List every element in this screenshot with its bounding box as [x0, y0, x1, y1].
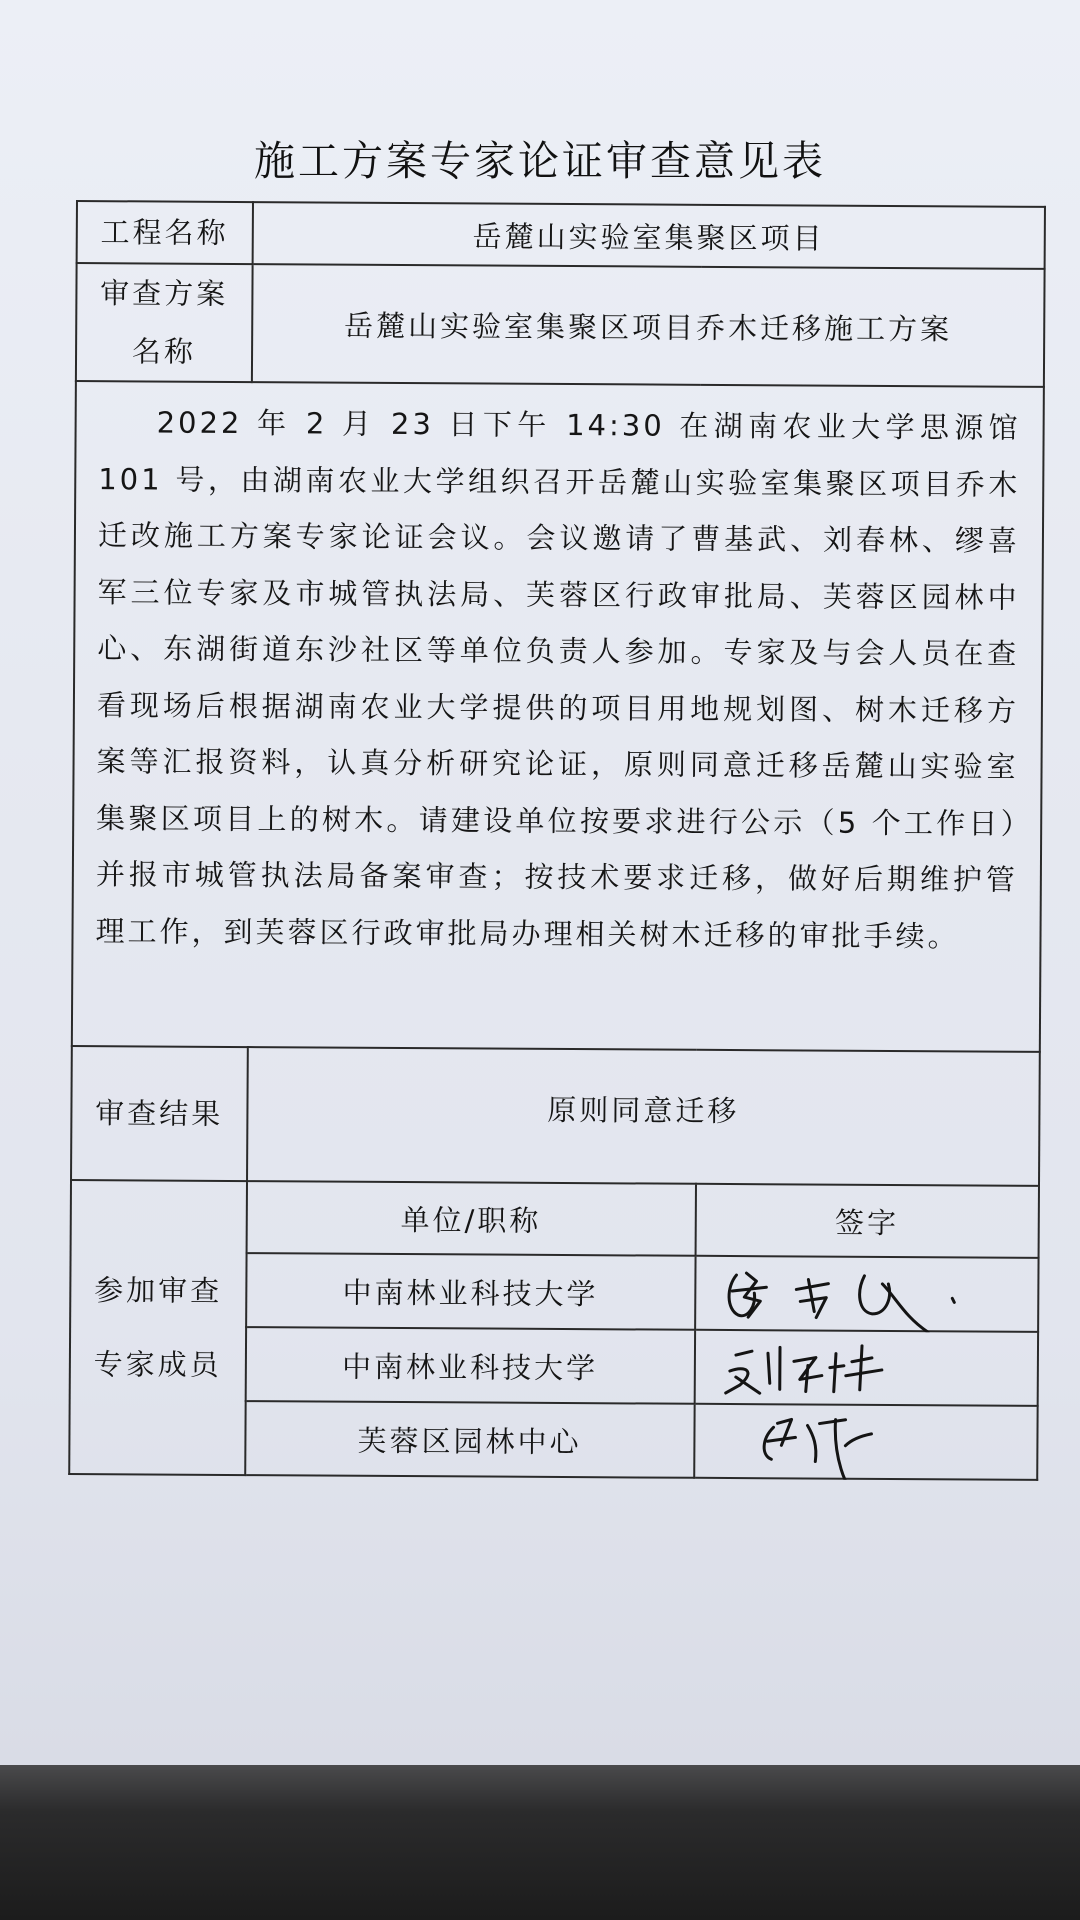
expert-signature-cell: [694, 1330, 1038, 1406]
scheme-label: [76, 263, 252, 382]
experts-header-row: [71, 1180, 1039, 1258]
handwritten-signature: [695, 1405, 1039, 1481]
expert-unit: 芙蓉区园林中心: [245, 1401, 694, 1478]
project-value: 岳麓山实验室集聚区项目: [252, 202, 1045, 269]
scheme-label-line2: 名称: [131, 334, 197, 369]
scheme-value: 岳麓山实验室集聚区项目乔木迁移施工方案: [252, 264, 1045, 387]
table-surface-shadow: [0, 1765, 1080, 1920]
handwritten-signature: [696, 1257, 1040, 1333]
experts-label-line1: 参加审查: [94, 1273, 223, 1308]
opinion-row: [72, 381, 1044, 1052]
expert-unit: 中南林业科技大学: [245, 1327, 694, 1404]
expert-signature-cell: [695, 1256, 1039, 1332]
result-label: 审查结果: [71, 1046, 247, 1181]
experts-label-line2: 专家成员: [93, 1347, 222, 1382]
handwritten-signature: [695, 1331, 1039, 1407]
result-value: 原则同意迁移: [247, 1047, 1040, 1186]
review-form-table: [68, 200, 1046, 1481]
column-header-signature: 签字: [695, 1184, 1039, 1258]
column-header-unit: 单位/职称: [246, 1181, 695, 1256]
project-row: [77, 201, 1045, 269]
experts-label: [69, 1180, 246, 1475]
scheme-row: [76, 263, 1045, 387]
opinion-text: 2022 年 2 月 23 日下午 14:30 在湖南农业大学思源馆 101 号，由湖南农业大学组织召开岳麓山实验室集聚区项目乔木迁改施工方案专家论证会议。会议邀请了曹基武、刘春林、缪喜军三位专家及市城管执法局、芙蓉区行政审批局、芙蓉区园林中心、东湖街道东沙社区等单位负责人参加。专家及与会人员在查看现场后根据湖南农业大学提供的项目用地规划图、树木迁移方案等汇报资料，认真分析研究论证，原则同意迁移岳麓山实验室集聚区项目上的树木。请建设单位按要求进行公示（5 个工作日）并报市城管执法局备案审查；按技术要求迁移，做好后期维护管理工作，到芙蓉区行政审批局办理相关树木迁移的审批手续。: [72, 381, 1044, 1052]
document-title: 施工方案专家论证审查意见表: [254, 137, 826, 185]
expert-unit: 中南林业科技大学: [246, 1253, 695, 1330]
scheme-label-line1: 审查方案: [100, 276, 229, 311]
project-label: 工程名称: [77, 201, 253, 264]
expert-signature-cell: [694, 1404, 1038, 1480]
result-row: [71, 1046, 1040, 1186]
